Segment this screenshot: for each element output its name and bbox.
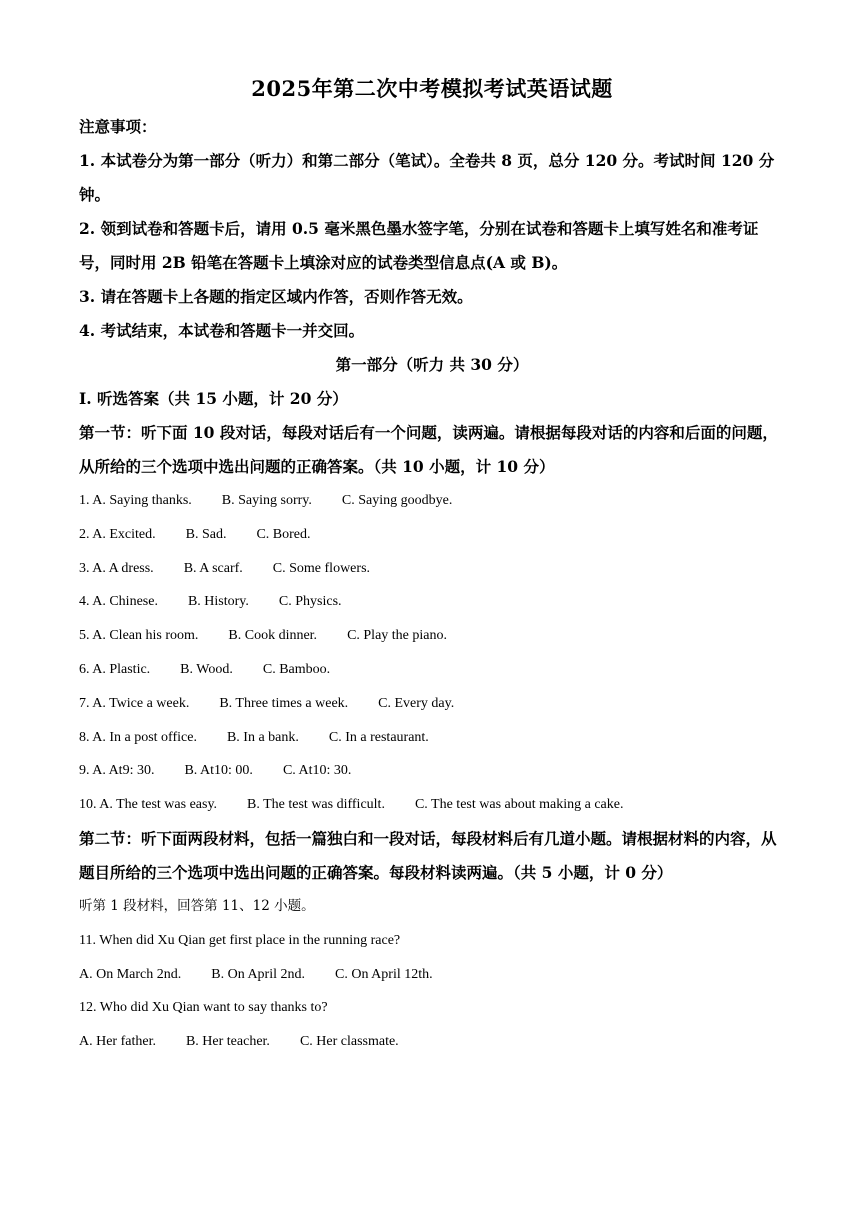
option-a: 8. A. In a post office. xyxy=(79,729,197,745)
material-1-note: 听第 1 段材料，回答第 11、12 小题。 xyxy=(79,897,315,914)
option-c: C. On April 12th. xyxy=(335,966,433,982)
part1-heading: 第一部分（听力 共 30 分） xyxy=(335,355,529,374)
page-title: 2025年第二次中考模拟考试英语试题 xyxy=(251,76,613,101)
question-10 xyxy=(79,788,785,822)
question-4 xyxy=(79,585,785,619)
question-5 xyxy=(79,619,785,653)
question-12-options xyxy=(79,1025,785,1059)
option-c: C. Play the piano. xyxy=(347,628,447,644)
option-c: C. Saying goodbye. xyxy=(341,493,453,508)
question-11-stem: 11. When did Xu Qian get first place in the running race? xyxy=(79,932,401,948)
option-b: B. Three times a week. xyxy=(219,695,349,711)
option-c: C. The test was about making a cake. xyxy=(414,797,624,813)
option-a: 6. A. Plastic. xyxy=(79,661,151,677)
sub2-instructions: 第二节：听下面两段材料，包括一篇独白和一段对话，每段材料后有几道小题。请根据材料的内容，从题目所给的三个选项中选出问题的正确答案。每段材料读两遍。（共 5 小题，计 0 分） xyxy=(79,828,777,882)
option-a: 2. A. Excited. xyxy=(79,526,156,542)
option-a: A. Her father. xyxy=(79,1034,156,1050)
question-1 xyxy=(79,484,785,518)
sub1-instructions: 第一节：听下面 10 段对话，每段对话后有一个问题，读两遍。请根据每段对话的内容和后面的问题，从所给的三个选项中选出问题的正确答案。（共 10 小题，计 10 分） xyxy=(79,423,778,476)
option-c: C. At10: 30. xyxy=(282,763,352,779)
option-b: B. The test was difficult. xyxy=(247,797,385,813)
option-b: B. Wood. xyxy=(180,661,233,677)
option-a: 4. A. Chinese. xyxy=(79,594,158,610)
option-c: C. Her classmate. xyxy=(299,1034,399,1050)
option-b: B. Sad. xyxy=(185,526,227,542)
notice-heading: 注意事项： xyxy=(79,117,157,136)
option-c: C. In a restaurant. xyxy=(328,729,429,745)
option-a: 10. A. The test was easy. xyxy=(79,797,218,813)
option-b: B. At10: 00. xyxy=(184,763,253,779)
option-a: A. On March 2nd. xyxy=(79,966,182,982)
option-c: C. Bamboo. xyxy=(262,661,331,677)
option-c: C. Every day. xyxy=(378,695,455,711)
option-a: 5. A. Clean his room. xyxy=(79,628,199,644)
notice-item-4: 4. 考试结束，本试卷和答题卡一并交回。 xyxy=(79,321,365,340)
option-c: C. Bored. xyxy=(256,526,311,542)
question-9 xyxy=(79,754,785,788)
exam-page xyxy=(79,72,785,1059)
option-b: B. Saying sorry. xyxy=(221,493,312,508)
option-a: 3. A. A dress. xyxy=(79,560,154,576)
question-11-options xyxy=(79,958,785,992)
question-2 xyxy=(79,518,785,552)
question-8 xyxy=(79,721,785,755)
option-b: B. In a bank. xyxy=(226,729,299,745)
notice-item-3: 3. 请在答题卡上各题的指定区域内作答，否则作答无效。 xyxy=(79,287,473,306)
option-c: C. Physics. xyxy=(278,594,342,610)
section1-heading: I. 听选答案（共 15 小题，计 20 分） xyxy=(79,389,348,408)
option-b: B. A scarf. xyxy=(183,560,243,576)
option-b: B. Cook dinner. xyxy=(228,628,318,644)
question-3 xyxy=(79,552,785,586)
notice-item-2: 2. 领到试卷和答题卡后，请用 0.5 毫米黑色墨水签字笔，分别在试卷和答题卡上填写姓名和准考证号，同时用 2B 铅笔在答题卡上填涂对应的试卷类型信息点(A 或 B)。 xyxy=(79,219,759,272)
question-6 xyxy=(79,653,785,687)
option-b: B. History. xyxy=(187,594,249,610)
notice-item-1: 1. 本试卷分为第一部分（听力）和第二部分（笔试）。全卷共 8 页，总分 120 分。考试时间 120 分钟。 xyxy=(79,151,775,204)
option-a: 9. A. At9: 30. xyxy=(79,763,155,779)
option-b: B. On April 2nd. xyxy=(211,966,305,982)
option-c: C. Some flowers. xyxy=(272,560,371,576)
question-12-stem: 12. Who did Xu Qian want to say thanks to? xyxy=(79,1000,328,1016)
option-a: 1. A. Saying thanks. xyxy=(79,493,192,508)
option-b: B. Her teacher. xyxy=(185,1034,270,1050)
option-a: 7. A. Twice a week. xyxy=(79,695,190,711)
question-7 xyxy=(79,687,785,721)
